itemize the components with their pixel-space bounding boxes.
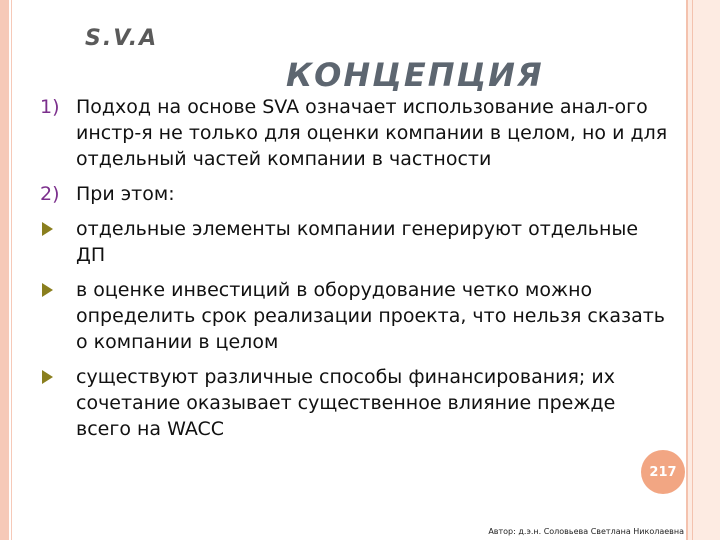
arrow-bullet-icon <box>42 222 53 236</box>
list-item <box>40 216 670 268</box>
slide-content <box>40 94 670 451</box>
list-item <box>40 364 670 442</box>
list-item <box>40 277 670 355</box>
slide-subtitle: S.V.A <box>85 26 159 51</box>
list-item <box>40 181 670 207</box>
page-number-badge: 217 <box>641 450 685 494</box>
list-item-text: отдельные элементы компании генерируют отдельные ДП <box>76 218 639 266</box>
left-frame-border <box>0 0 9 540</box>
author-footer: Автор: д.э.н. Соловьева Светлана Николаевна <box>488 527 684 536</box>
list-number: 1) <box>40 96 60 118</box>
arrow-bullet-icon <box>42 370 53 384</box>
list-item-text: Подход на основе SVA означает использование анал-ого инстр-я не только для оценки компании в целом, но и для отдельный частей компании в частности <box>76 96 668 170</box>
list-item-text: При этом: <box>76 183 175 205</box>
slide-title: КОНЦЕПЦИЯ <box>286 56 544 94</box>
list-item-text: в оценке инвестиций в оборудование четко можно определить срок реализации проекта, что нельзя сказать о компании в целом <box>76 279 665 353</box>
arrow-bullet-icon <box>42 283 53 297</box>
list-item-text: существуют различные способы финансирования; их сочетание оказывает существенное влияние прежде всего на WACC <box>76 366 616 440</box>
right-frame-border <box>686 0 720 540</box>
list-number: 2) <box>40 183 60 205</box>
list-item <box>40 94 670 172</box>
